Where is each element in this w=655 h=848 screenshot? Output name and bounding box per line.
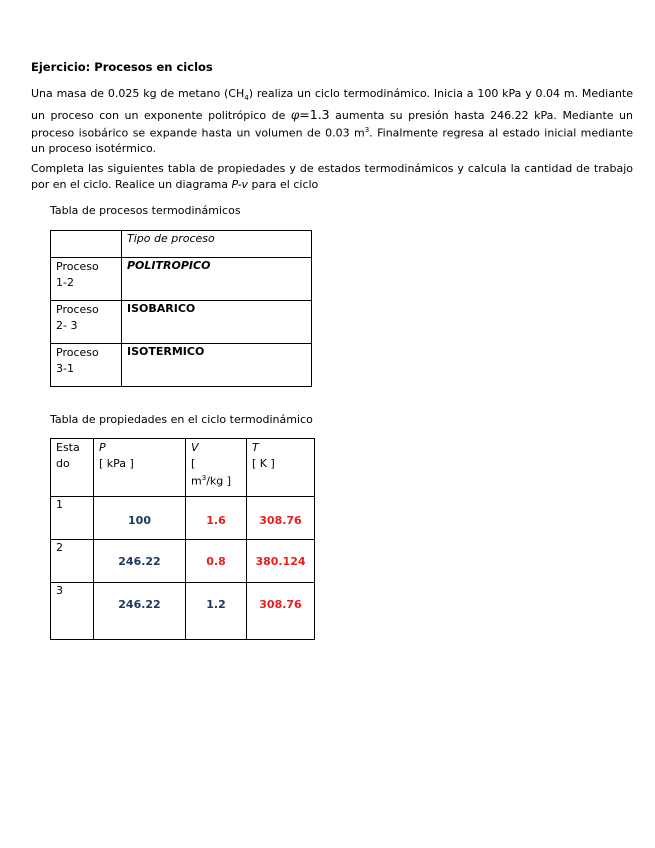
instructions-text-1: Completa las siguientes tabla de propiedades y de estados termodinámicos y calcula la cantidad de trabajo por en el ciclo. Realice un diagrama bbox=[31, 162, 633, 191]
table-cell bbox=[247, 540, 315, 583]
table-cell-empty bbox=[51, 231, 122, 258]
process-type: POLITROPICO bbox=[127, 259, 211, 272]
table-row bbox=[51, 301, 312, 344]
process-label: Proceso 3-1 bbox=[56, 346, 99, 375]
table-cell bbox=[94, 540, 186, 583]
properties-table-caption: Tabla de propiedades en el ciclo termodinámico bbox=[50, 413, 313, 426]
process-table-caption: Tabla de procesos termodinámicos bbox=[50, 204, 241, 217]
table-cell bbox=[122, 301, 312, 344]
phi-value: =1.3 bbox=[299, 106, 330, 122]
table-cell bbox=[94, 583, 186, 640]
table-cell bbox=[51, 583, 94, 640]
table-cell bbox=[122, 258, 312, 301]
problem-statement bbox=[31, 86, 633, 157]
pressure-symbol: P bbox=[99, 441, 106, 454]
temperature-value: 380.124 bbox=[255, 555, 306, 568]
table-cell bbox=[186, 583, 247, 640]
statement-text-2: ) realiza un ciclo termodinámico. Inicia a 100 kPa y 0.04 m. Mediante un proceso con un exponente politrópico de bbox=[31, 87, 633, 122]
table-cell bbox=[51, 258, 122, 301]
volume-superscript: 3 bbox=[364, 126, 370, 135]
pressure-unit: [ kPa ] bbox=[99, 456, 134, 470]
volume-unit-rest: /kg ] bbox=[206, 474, 232, 488]
table-cell bbox=[51, 540, 94, 583]
temperature-value: 308.76 bbox=[259, 598, 302, 611]
table-cell bbox=[94, 497, 186, 540]
state-header-line1: Esta bbox=[56, 441, 80, 454]
table-cell bbox=[186, 540, 247, 583]
process-table bbox=[50, 230, 312, 387]
table-row bbox=[51, 439, 315, 497]
volume-unit-superscript: 3 bbox=[201, 474, 207, 482]
temperature-unit: [ K ] bbox=[252, 456, 275, 470]
pv-label: P-v bbox=[231, 177, 249, 191]
state-number: 1 bbox=[56, 498, 63, 511]
volume-symbol: V bbox=[191, 441, 199, 454]
state-number: 2 bbox=[56, 541, 63, 554]
table-header-cell bbox=[94, 439, 186, 497]
process-type: ISOTERMICO bbox=[127, 345, 205, 358]
statement-text-4: . Finalmente regresa al estado inicial mediante un proceso isotérmico. bbox=[31, 126, 633, 156]
table-cell bbox=[186, 497, 247, 540]
pressure-value: 246.22 bbox=[118, 555, 161, 568]
pressure-value: 100 bbox=[128, 514, 151, 527]
temperature-value: 308.76 bbox=[259, 514, 302, 527]
process-label: Proceso 2- 3 bbox=[56, 303, 99, 332]
statement-text-1: Una masa de 0.025 kg de metano (CH bbox=[31, 87, 245, 100]
table-row bbox=[51, 583, 315, 640]
process-label: Proceso 1-2 bbox=[56, 260, 99, 289]
state-number: 3 bbox=[56, 584, 63, 597]
state-header-line2: do bbox=[56, 456, 70, 470]
volume-value: 1.2 bbox=[206, 598, 226, 611]
table-row bbox=[51, 540, 315, 583]
phi-symbol: φ bbox=[290, 107, 300, 122]
table-header-cell bbox=[186, 439, 247, 497]
table-cell bbox=[122, 344, 312, 387]
volume-value: 0.8 bbox=[206, 555, 226, 568]
statement-text-3: aumenta su presión hasta 246.22 kPa. Mediante un proceso isobárico se expande hasta un volumen de 0.03 m bbox=[31, 108, 633, 140]
table-header-cell bbox=[51, 439, 94, 497]
table-cell bbox=[51, 497, 94, 540]
volume-unit-line1: [ bbox=[191, 456, 196, 470]
temperature-symbol: T bbox=[252, 441, 259, 454]
table-cell bbox=[247, 583, 315, 640]
instructions-text-2: para el ciclo bbox=[248, 177, 319, 191]
table-header-cell bbox=[122, 231, 312, 258]
table-header-cell bbox=[247, 439, 315, 497]
table-row bbox=[51, 344, 312, 387]
methane-subscript: 4 bbox=[244, 94, 249, 103]
volume-value: 1.6 bbox=[206, 514, 226, 527]
pressure-value: 246.22 bbox=[118, 598, 161, 611]
table-row bbox=[51, 231, 312, 258]
process-type-header: Tipo de proceso bbox=[127, 232, 215, 245]
table-cell bbox=[247, 497, 315, 540]
task-instructions bbox=[31, 161, 633, 192]
table-row bbox=[51, 497, 315, 540]
exercise-title: Ejercicio: Procesos en ciclos bbox=[31, 60, 213, 74]
properties-table bbox=[50, 438, 315, 640]
table-cell bbox=[51, 301, 122, 344]
table-row bbox=[51, 258, 312, 301]
process-type: ISOBARICO bbox=[127, 302, 196, 315]
table-cell bbox=[51, 344, 122, 387]
volume-unit-m: m bbox=[191, 474, 202, 488]
